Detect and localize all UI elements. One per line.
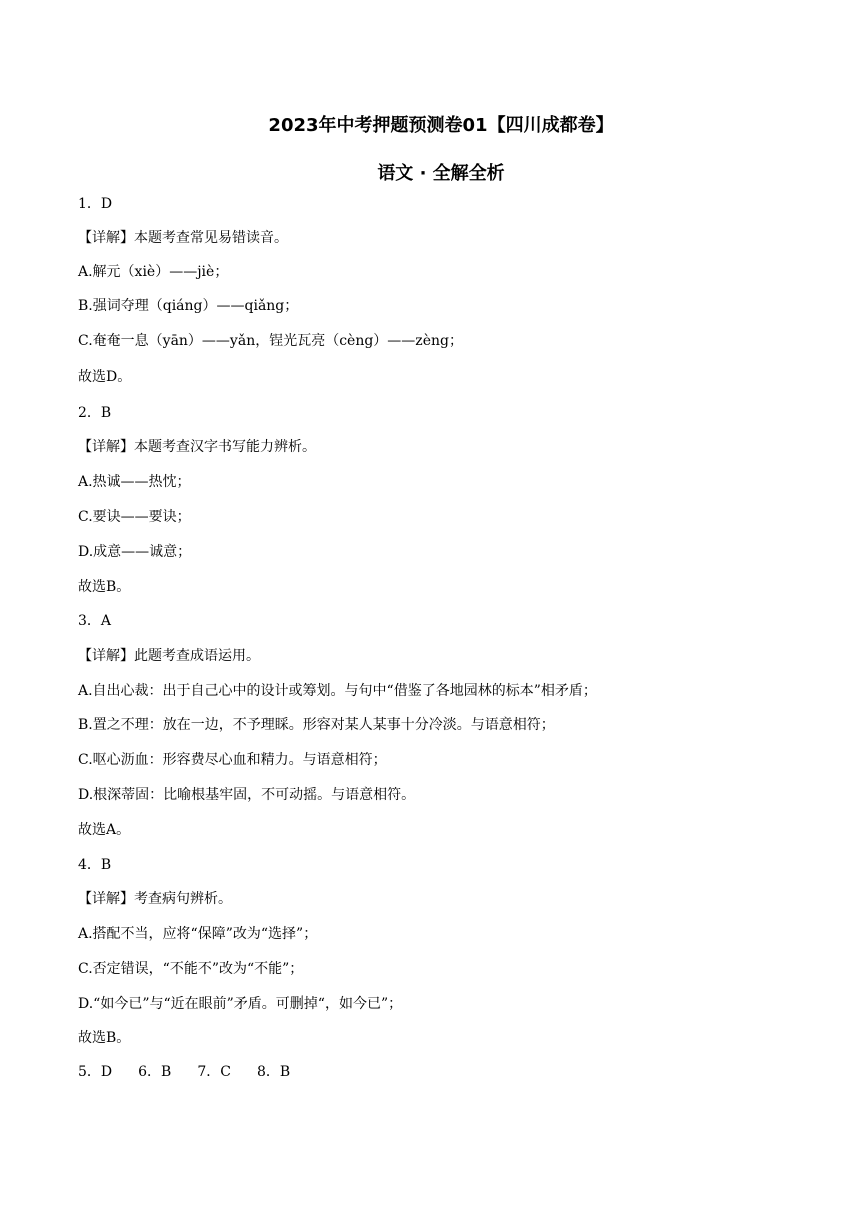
explanation-line: A.热诚——热忱； (78, 474, 191, 490)
answer-item: 5．D (78, 1064, 113, 1080)
explanation-line: D.“如今已”与“近在眼前”矛盾。可删掉“，如今已”； (78, 996, 403, 1012)
explanation-line: 【详解】考查病句辨析。 (78, 891, 232, 907)
document-title: 2023年中考押题预测卷01【四川成都卷】 (268, 115, 614, 136)
conclusion-line: 故选A。 (78, 822, 131, 838)
explanation-line: A.自出心裁：出于自己心中的设计或筹划。与句中“借鉴了各地园林的标本”相矛盾； (78, 683, 597, 699)
explanation-line: C.奄奄一息（yān）——yǎn，锃光瓦亮（cèng）——zèng； (78, 333, 463, 349)
answer-line: 4．B (78, 857, 112, 873)
answer-item: 7．C (197, 1064, 231, 1080)
explanation-line: C.呕心沥血：形容费尽心血和精力。与语意相符； (78, 752, 387, 768)
explanation-line: 【详解】本题考查常见易错读音。 (78, 230, 288, 246)
explanation-line: C.否定错误，“不能不”改为“不能”； (78, 961, 304, 977)
answers-row (78, 1063, 290, 1081)
explanation-line: C.要诀——要诀； (78, 509, 191, 525)
conclusion-line: 故选D。 (78, 369, 132, 385)
explanation-line: B.置之不理：放在一边，不予理睬。形容对某人某事十分冷淡。与语意相符； (78, 717, 555, 733)
answer-line: 3．A (78, 613, 112, 629)
answer-item: 6．B (138, 1064, 172, 1080)
explanation-line: A.搭配不当，应将“保障”改为“选择”； (78, 926, 318, 942)
explanation-line: D.成意——诚意； (78, 544, 192, 560)
answer-item: 8．B (256, 1064, 291, 1080)
explanation-line: 【详解】本题考查汉字书写能力辨析。 (78, 439, 316, 455)
explanation-line: A.解元（xiè）——jiè； (78, 264, 229, 280)
document-subtitle: 语文 · 全解全析 (377, 163, 505, 184)
answer-line: 1．D (78, 196, 113, 212)
conclusion-line: 故选B。 (78, 579, 131, 595)
explanation-line: 【详解】此题考查成语运用。 (78, 648, 260, 664)
explanation-line: D.根深蒂固：比喻根基牢固，不可动摇。与语意相符。 (78, 787, 416, 803)
explanation-line: B.强词夺理（qiáng）——qiǎng； (78, 298, 299, 314)
answer-line: 2．B (78, 405, 112, 421)
conclusion-line: 故选B。 (78, 1030, 131, 1046)
